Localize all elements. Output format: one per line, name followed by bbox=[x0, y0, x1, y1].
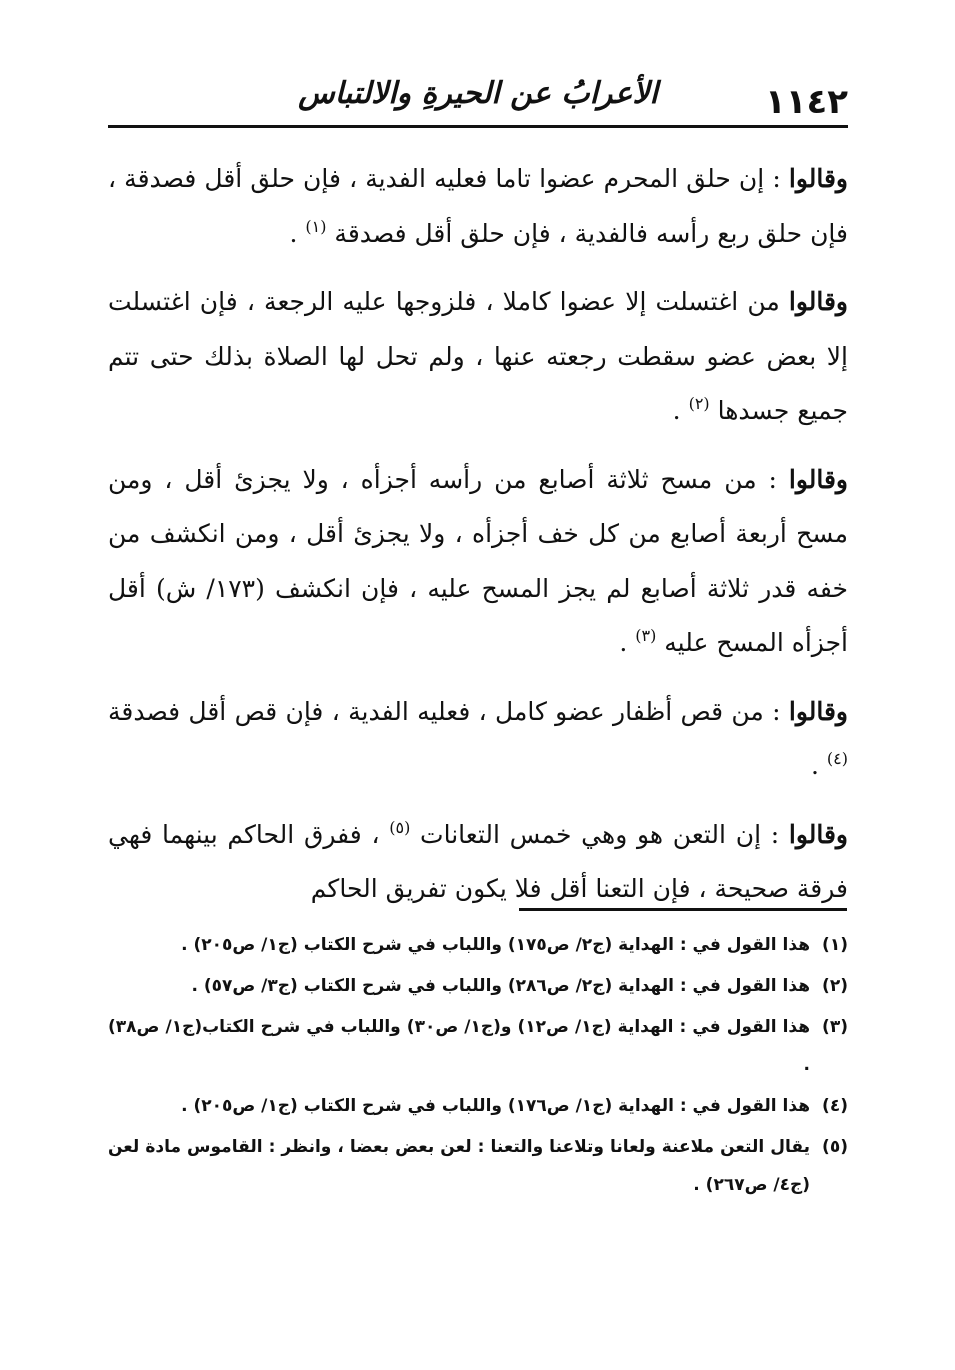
paragraph bbox=[108, 152, 848, 261]
header-divider bbox=[108, 125, 848, 128]
footnote-number: (١) bbox=[822, 935, 848, 955]
paragraph bbox=[108, 453, 848, 671]
paragraph-lead: وقالوا bbox=[788, 819, 848, 849]
paragraph bbox=[108, 808, 848, 917]
footnote-number: (٥) bbox=[822, 1137, 848, 1157]
paragraph-tail: ، ففرق الحاكم بينهما فهي فرقة صحيحة ، فإن التعنا أقل فلا يكون تفريق الحاكم bbox=[108, 819, 848, 903]
footnote-ref[interactable]: (٤) bbox=[826, 749, 848, 768]
footnote-number: (٣) bbox=[822, 1017, 848, 1037]
book-title: الأعرابُ عن الحيرةِ والالتباس bbox=[298, 76, 658, 111]
footnote-text: هذا القول في : الهداية (ج٢/ ص٢٨٦) واللباب في شرح الكتاب (ج٣/ ص٥٧) . bbox=[191, 976, 810, 996]
paragraph bbox=[108, 275, 848, 439]
paragraph-text: : إن حلق المحرم عضوا تاما فعليه الفدية ، فإن حلق أقل فصدقة ، فإن حلق ربع رأسه فالفدية ، فإن حلق أقل فصدقة bbox=[108, 164, 848, 248]
footnote-number: (٤) bbox=[822, 1096, 848, 1116]
footnote-item bbox=[108, 1128, 848, 1204]
footnote-text: هذا القول في : الهداية (ج٢/ ص١٧٥) واللباب في شرح الكتاب (ج١/ ص٢٠٥) . bbox=[181, 935, 810, 955]
footnote-item bbox=[108, 967, 848, 1005]
paragraph-text: : إن التعن هو وهي خمس التعانات bbox=[410, 819, 789, 849]
footnote-ref[interactable]: (٢) bbox=[688, 394, 710, 413]
paragraph-text: : من مسح ثلاثة أصابع من رأسه أجزأه ، ولا يجزئ أقل ، ومن مسح أربعة أصابع من كل خف أجزأه ، ولا يجزئ أقل ، ومن انكشف من خفه قدر ثلاثة أصابع لم يجز المسح عليه ، فإن انكشف (١٧٣/ ش) أقل أجزأه المسح عليه bbox=[108, 464, 848, 657]
paragraph-lead: وقالوا bbox=[788, 696, 848, 726]
paragraph-tail: . bbox=[619, 628, 636, 657]
footnotes bbox=[108, 926, 848, 1207]
footnote-ref[interactable]: (١) bbox=[305, 216, 327, 236]
paragraph-tail: . bbox=[289, 218, 306, 248]
footnote-text: هذا القول في : الهداية (ج١/ ص١٧٦) واللباب في شرح الكتاب (ج١/ ص٢٠٥) . bbox=[181, 1096, 810, 1116]
page-number: ١١٤٢ bbox=[764, 82, 848, 122]
page-header bbox=[108, 62, 848, 128]
footnote-divider bbox=[519, 908, 847, 911]
paragraph-lead: وقالوا bbox=[788, 464, 848, 494]
paragraph-tail: . bbox=[811, 751, 827, 780]
paragraph-text: : من قص أظفار عضو كامل ، فعليه الفدية ، فإن قص أقل فصدقة bbox=[108, 696, 789, 726]
footnote-ref[interactable]: (٥) bbox=[389, 817, 411, 837]
footnote-item bbox=[108, 1087, 848, 1125]
paragraph-text: من اغتسلت إلا عضوا كاملا ، فلزوجها عليه الرجعة ، فإن اغتسلت إلا بعض عضو سقطت رجعته عنها ، ولم تحل لها الصلاة بذلك حتى تتم جميع جسدها bbox=[108, 287, 848, 425]
footnote-item bbox=[108, 926, 848, 964]
paragraph bbox=[108, 685, 848, 794]
footnote-text: هذا القول في : الهداية (ج١/ ص١٢) و(ج١/ ص٣٠) واللباب في شرح الكتاب(ج١/ ص٣٨) . bbox=[108, 1017, 811, 1075]
footnote-number: (٢) bbox=[822, 976, 848, 996]
footnote-text: يقال التعن ملاعنة ولعانا وتلاعنا والتعنا : لعن بعض بعضا ، وانظر : القاموس مادة لعن (ج٤/ ص٢٦٧) . bbox=[108, 1137, 810, 1195]
paragraph-lead: وقالوا bbox=[788, 164, 848, 193]
main-text bbox=[108, 152, 848, 931]
paragraph-lead: وقالوا bbox=[788, 287, 848, 316]
footnote-ref[interactable]: (٣) bbox=[635, 626, 657, 645]
paragraph-tail: . bbox=[672, 396, 689, 425]
footnote-item bbox=[108, 1008, 848, 1084]
